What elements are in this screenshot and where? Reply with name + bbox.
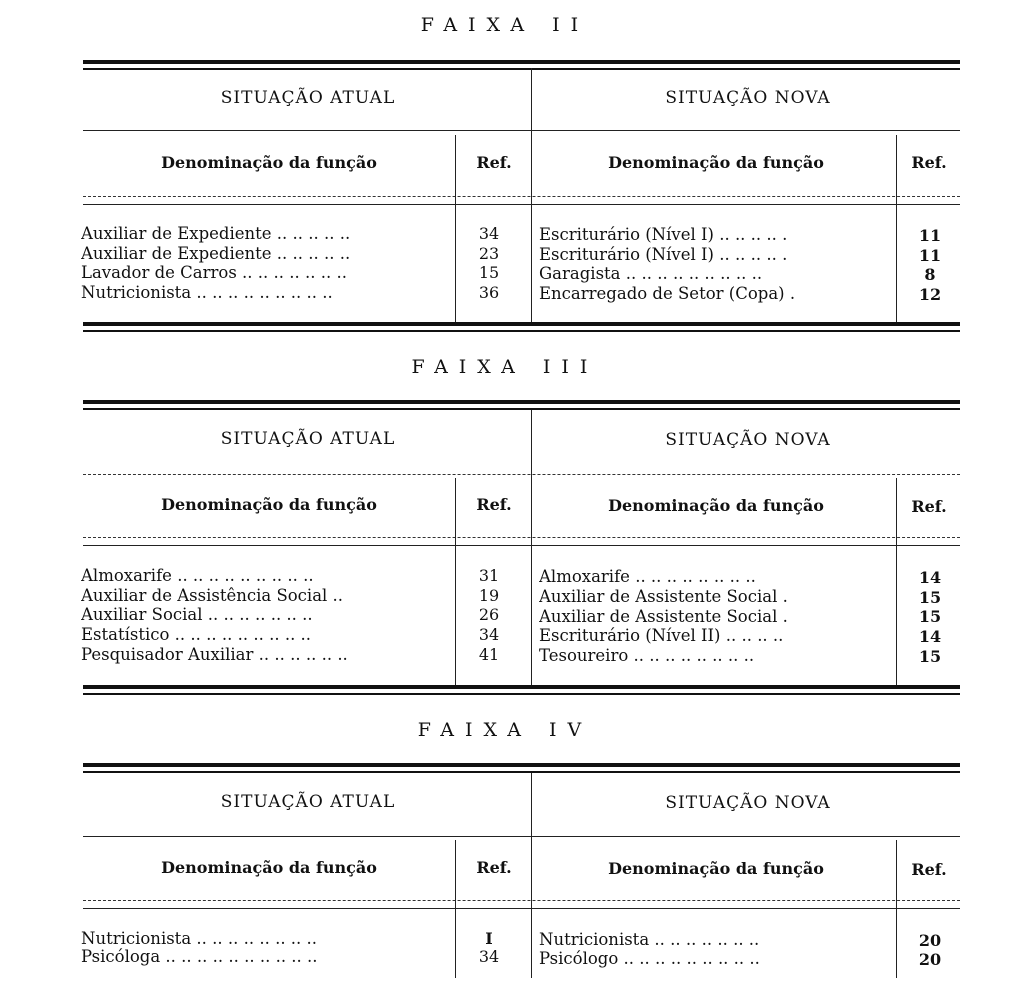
- header-situacao-atual: SITUAÇÃO ATUAL: [220, 792, 396, 812]
- section-title: FAIXA III: [411, 356, 599, 378]
- double-rule: [83, 400, 960, 410]
- subheader-denominacao-nova: Denominação da função: [608, 859, 824, 878]
- subheader-ref-nova: Ref.: [911, 860, 947, 879]
- nova-row-ref: 8: [924, 265, 936, 284]
- nova-row-name: Nutricionista .. .. .. .. .. .. ..: [539, 930, 760, 949]
- subheader-rule: [83, 537, 960, 538]
- column-divider: [455, 135, 456, 322]
- column-divider: [896, 478, 897, 685]
- header-situacao-atual: SITUAÇÃO ATUAL: [220, 88, 396, 108]
- atual-row-name: Pesquisador Auxiliar .. .. .. .. .. ..: [81, 645, 348, 664]
- atual-row-name: Psicóloga .. .. .. .. .. .. .. .. .. ..: [81, 947, 318, 966]
- subheader-rule-2: [83, 204, 960, 205]
- subheader-ref-atual: Ref.: [476, 495, 512, 514]
- subheader-rule-2: [83, 545, 960, 546]
- atual-row-name: Nutricionista .. .. .. .. .. .. .. ..: [81, 929, 318, 948]
- nova-row-name: Escriturário (Nível I) .. .. .. .. .: [539, 245, 788, 264]
- atual-row-ref: 19: [478, 586, 500, 605]
- subheader-denominacao-atual: Denominação da função: [161, 858, 377, 877]
- subheader-denominacao-atual: Denominação da função: [161, 495, 377, 514]
- column-divider: [531, 773, 532, 978]
- subheader-denominacao-nova: Denominação da função: [608, 496, 824, 515]
- subheader-ref-nova: Ref.: [911, 497, 947, 516]
- column-divider: [455, 840, 456, 978]
- atual-row-name: Estatístico .. .. .. .. .. .. .. .. ..: [81, 625, 312, 644]
- nova-row-name: Escriturário (Nível I) .. .. .. .. .: [539, 225, 788, 244]
- atual-row-ref: 34: [478, 224, 500, 243]
- header-situacao-nova: SITUAÇÃO NOVA: [665, 88, 831, 108]
- header-situacao-nova: SITUAÇÃO NOVA: [665, 430, 831, 450]
- atual-row-ref: 34: [478, 947, 500, 966]
- atual-row-ref: 26: [478, 605, 500, 624]
- nova-row-ref: 12: [918, 285, 942, 304]
- atual-row-name: Auxiliar de Expediente .. .. .. .. ..: [81, 224, 351, 243]
- section-title: FAIXA II: [420, 14, 590, 36]
- atual-row-name: Almoxarife .. .. .. .. .. .. .. .. ..: [81, 566, 314, 585]
- nova-row-name: Tesoureiro .. .. .. .. .. .. .. ..: [539, 646, 755, 665]
- column-divider: [455, 478, 456, 685]
- double-rule: [83, 763, 960, 773]
- nova-row-name: Almoxarife .. .. .. .. .. .. .. ..: [539, 567, 756, 586]
- nova-row-ref: 14: [918, 627, 942, 646]
- column-divider: [531, 410, 532, 685]
- header-rule: [83, 130, 960, 131]
- nova-row-ref: 20: [918, 950, 942, 969]
- atual-row-ref: 34: [478, 625, 500, 644]
- header-situacao-atual: SITUAÇÃO ATUAL: [220, 429, 396, 449]
- subheader-denominacao-nova: Denominação da função: [608, 153, 824, 172]
- atual-row-name: Lavador de Carros .. .. .. .. .. .. ..: [81, 263, 347, 282]
- nova-row-name: Escriturário (Nível II) .. .. .. ..: [539, 626, 784, 645]
- subheader-denominacao-atual: Denominação da função: [161, 153, 377, 172]
- section-title: FAIXA IV: [417, 719, 593, 741]
- nova-row-name: Auxiliar de Assistente Social .: [539, 587, 788, 606]
- subheader-rule-2: [83, 908, 960, 909]
- nova-row-name: Encarregado de Setor (Copa) .: [539, 284, 796, 303]
- nova-row-name: Garagista .. .. .. .. .. .. .. .. ..: [539, 264, 763, 283]
- atual-row-name: Auxiliar Social .. .. .. .. .. .. ..: [81, 605, 313, 624]
- double-rule: [83, 685, 960, 695]
- column-divider: [896, 135, 897, 322]
- atual-row-name: Auxiliar de Expediente .. .. .. .. ..: [81, 244, 351, 263]
- subheader-ref-atual: Ref.: [476, 153, 512, 172]
- column-divider: [896, 840, 897, 978]
- nova-row-ref: 15: [918, 607, 942, 626]
- atual-row-ref: 23: [478, 244, 500, 263]
- atual-row-name: Auxiliar de Assistência Social ..: [81, 586, 344, 605]
- atual-row-ref: 15: [478, 263, 500, 282]
- subheader-rule: [83, 196, 960, 197]
- nova-row-ref: 11: [918, 246, 942, 265]
- double-rule: [83, 60, 960, 70]
- nova-row-name: Auxiliar de Assistente Social .: [539, 607, 788, 626]
- nova-row-ref: 15: [918, 647, 942, 666]
- nova-row-name: Psicólogo .. .. .. .. .. .. .. .. ..: [539, 949, 760, 968]
- atual-row-ref: 41: [478, 645, 500, 664]
- header-rule: [83, 474, 960, 475]
- atual-row-name: Nutricionista .. .. .. .. .. .. .. .. ..: [81, 283, 333, 302]
- subheader-ref-atual: Ref.: [476, 858, 512, 877]
- subheader-rule: [83, 900, 960, 901]
- atual-row-ref: 31: [478, 566, 500, 585]
- double-rule: [83, 322, 960, 332]
- header-rule: [83, 836, 960, 837]
- atual-row-ref: I: [485, 929, 493, 948]
- nova-row-ref: 20: [918, 931, 942, 950]
- nova-row-ref: 14: [918, 568, 942, 587]
- column-divider: [531, 68, 532, 322]
- header-situacao-nova: SITUAÇÃO NOVA: [665, 793, 831, 813]
- nova-row-ref: 11: [918, 226, 942, 245]
- subheader-ref-nova: Ref.: [911, 153, 947, 172]
- atual-row-ref: 36: [478, 283, 500, 302]
- nova-row-ref: 15: [918, 588, 942, 607]
